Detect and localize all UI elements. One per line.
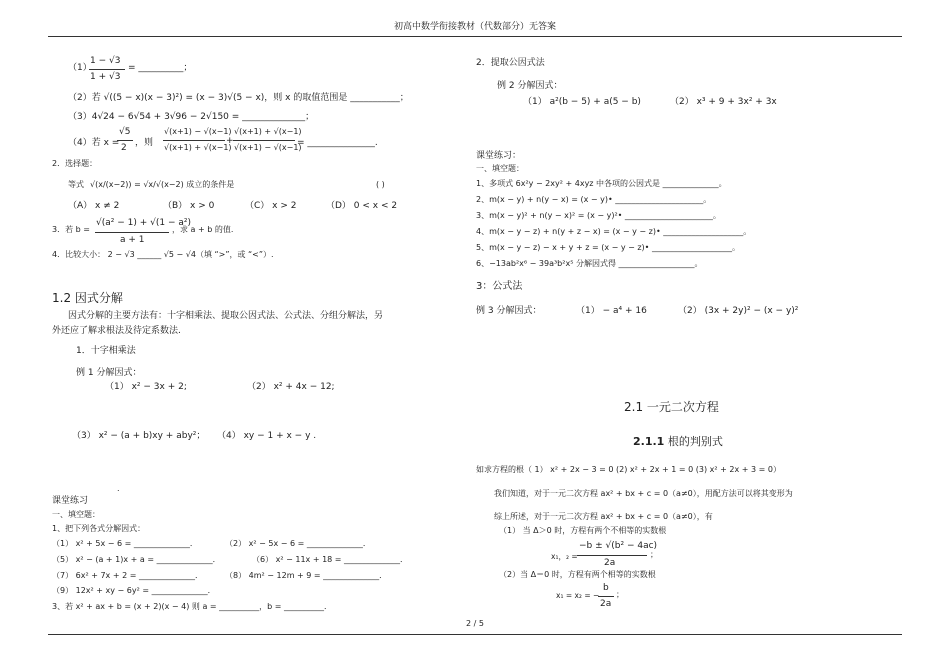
fraction-bar xyxy=(598,596,614,597)
q1-3: （3）4√24 − 6√54 + 3√96 − 2√150 = ______________； xyxy=(68,112,315,122)
example-1-item-4: （4） xy − 1 + x − y . xyxy=(217,431,317,441)
q1-4-x-den: 2 xyxy=(121,143,127,153)
q3-b: ，求 a + b 的值. xyxy=(172,225,234,234)
q3-denominator: a + 1 xyxy=(120,235,145,245)
equal-roots-label: x₁ = x₂ = − xyxy=(556,591,600,600)
q2-option-a: （A） x ≠ 2 xyxy=(68,201,120,211)
q3-numerator: √(a² − 1) + √(1 − a²) xyxy=(96,218,192,228)
q1-2: （2）若 √((5 − x)(x − 3)²) = (x − 3)√(5 − x)，则 x 的取值范围是 ___________； xyxy=(68,93,409,103)
right-fill-3: 3、m(x − y)² + n(y − x)² = (x − y)²• ______________________。 xyxy=(476,211,721,220)
practice-item-5: （5） x² − (a + 1)x + a = ______________． xyxy=(52,555,221,564)
q1-4-plus: + xyxy=(226,136,234,146)
right-fill-2: 2、m(x − y) + n(y − x) = (x − y)• ______________________。 xyxy=(476,195,712,204)
fraction-bar xyxy=(233,140,295,141)
fraction-bar xyxy=(89,69,125,70)
q3-a: 3．若 b = xyxy=(52,225,90,234)
q2-answer-paren: ( ) xyxy=(376,180,385,189)
q1-4-f2-num: √(x+1) + √(x−1) xyxy=(234,127,302,136)
q4: 4．比较大小： 2 − √3 ______ √5 − √4（填 “>”，或 “<”）. xyxy=(52,250,274,259)
q2-option-c: （C） x > 2 xyxy=(245,201,297,211)
practice-item-8: （8） 4m² − 12m + 9 = ______________． xyxy=(225,571,388,580)
practice-item-2: （2） x² − 5x − 6 = ______________． xyxy=(225,539,371,548)
equal-roots-numerator: b xyxy=(603,583,609,593)
example-1-item-1: （1） x² − 3x + 2; xyxy=(105,382,187,392)
q2-option-b: （B） x > 0 xyxy=(163,201,215,211)
summary-text: 综上所述，对于一元二次方程 ax² + bx + c = 0（a≠0），有 xyxy=(494,512,713,521)
roots-label: x₁，₂ = xyxy=(551,552,578,561)
right-fill-1: 1、多项式 6x²y − 2xy² + 4xyz 中各项的公因式是 ______________。 xyxy=(476,179,727,188)
footer-rule xyxy=(48,634,902,635)
intro-line-2: 外还应了解求根法及待定系数法. xyxy=(52,326,181,336)
right-fill-5: 5、m(x − y − z) − x + y + z = (x − y − z)• ____________________。 xyxy=(476,243,740,252)
right-fill-4: 4、m(x − y − z) + n(y + z − x) = (x − y − z)• ____________________。 xyxy=(476,227,752,236)
page-number: 2 / 5 xyxy=(466,619,484,628)
q1-4-x-num: √5 xyxy=(119,127,131,137)
known-text: 我们知道，对于一元二次方程 ax² + bx + c = 0（a≠0），用配方法可以将其变形为 xyxy=(494,489,793,498)
section-2-1-title: 2.1 一元二次方程 xyxy=(624,400,719,414)
roots-denominator: 2a xyxy=(604,558,616,568)
q1-4-f2-den: √(x+1) − √(x−1) xyxy=(234,143,302,152)
fill-section-title-right: 一、填空题： xyxy=(476,164,524,173)
example-1-item-3: （3） x² − (a + b)xy + aby²； xyxy=(72,431,206,441)
fill-section-title: 一、填空题： xyxy=(52,510,100,519)
q2-stem-b: √(x/(x−2)) = √x/√(x−2) 成立的条件是 xyxy=(90,180,235,189)
roots-numerator: −b ± √(b² − 4ac) xyxy=(579,541,658,551)
method-2-title: 2．提取公因式法 xyxy=(476,58,545,68)
q1-4-answer: = _______________. xyxy=(297,138,378,148)
example-1-label: 例 1 分解因式： xyxy=(76,368,142,378)
fill-1-title: 1、把下列各式分解因式： xyxy=(52,524,146,533)
example-3-label: 例 3 分解因式： xyxy=(476,306,542,316)
semicolon: ； xyxy=(616,590,624,599)
case-2-text: （2）当 Δ＝0 时，方程有两个相等的实数根 xyxy=(499,570,656,579)
right-fill-6: 6、−13ab²x⁶ − 39a³b²x⁵ 分解因式得 ___________________。 xyxy=(476,259,703,268)
q1-1-answer: = __________； xyxy=(128,63,193,73)
section-name: 根的判别式 xyxy=(664,435,723,448)
intro-equations: 如求方程的根（ 1） x² + 2x − 3 = 0 (2) x² + 2x + 1 = 0 (3) x² + 2x + 3 = 0） xyxy=(476,465,781,474)
practice-title-right: 课堂练习： xyxy=(476,151,522,161)
practice-title: 课堂练习 xyxy=(52,496,89,506)
example-3-item-1: （1） − a⁴ + 16 xyxy=(576,306,647,316)
method-3-title: 3：公式法 xyxy=(476,281,523,292)
section-1-2-title: 1.2 因式分解 xyxy=(52,291,123,305)
q1-1-label: （1） xyxy=(68,63,92,73)
fraction-bar xyxy=(163,140,225,141)
semicolon: ； xyxy=(650,550,658,559)
example-2-label: 例 2 分解因式： xyxy=(497,81,563,91)
q1-4-b: ，则 xyxy=(135,138,154,148)
fraction-bar xyxy=(577,555,647,556)
stray-dot: . xyxy=(117,484,120,493)
practice-item-7: （7） 6x² + 7x + 2 = ______________． xyxy=(52,571,203,580)
practice-item-3: 3、若 x² + ax + b = (x + 2)(x − 4) 则 a = __________，b = __________． xyxy=(52,602,333,611)
intro-line-1: 因式分解的主要方法有：十字相乘法、提取公因式法、公式法、分组分解法，另 xyxy=(68,311,384,321)
case-1-text: （1） 当 Δ＞0 时，方程有两个不相等的实数根 xyxy=(499,526,667,535)
q2-option-d: （D） 0 < x < 2 xyxy=(326,201,398,211)
q2-title: 2．选择题： xyxy=(52,159,98,168)
q1-1-denominator: 1 + √3 xyxy=(90,72,121,82)
example-2-item-1: （1） a²(b − 5) + a(5 − b) xyxy=(523,97,641,107)
q1-4-a: （4）若 x = xyxy=(68,138,120,148)
practice-item-9: （9） 12x² + xy − 6y² = ______________． xyxy=(52,586,216,595)
fraction-bar xyxy=(95,232,169,233)
equal-roots-denominator: 2a xyxy=(600,599,612,609)
example-2-item-2: （2） x³ + 9 + 3x² + 3x xyxy=(670,97,777,107)
page-header-title: 初高中数学衔接教材（代数部分）无答案 xyxy=(393,22,556,32)
practice-item-6: （6） x² − 11x + 18 = ______________． xyxy=(252,555,409,564)
q2-stem-a: 等式 xyxy=(68,180,84,189)
section-2-1-1-title xyxy=(633,436,723,447)
q1-4-f1-num: √(x+1) − √(x−1) xyxy=(164,127,232,136)
practice-item-1: （1） x² + 5x − 6 = ______________． xyxy=(52,539,198,548)
method-1-title: 1．十字相乘法 xyxy=(76,346,136,356)
header-rule xyxy=(48,36,902,37)
example-3-item-2: （2） (3x + 2y)² − (x − y)² xyxy=(678,306,799,316)
section-number: 2.1.1 xyxy=(633,435,665,448)
q1-1-numerator: 1 − √3 xyxy=(90,56,121,66)
q1-4-f1-den: √(x+1) + √(x−1) xyxy=(164,143,232,152)
example-1-item-2: （2） x² + 4x − 12; xyxy=(247,382,335,392)
fraction-bar xyxy=(117,140,133,141)
